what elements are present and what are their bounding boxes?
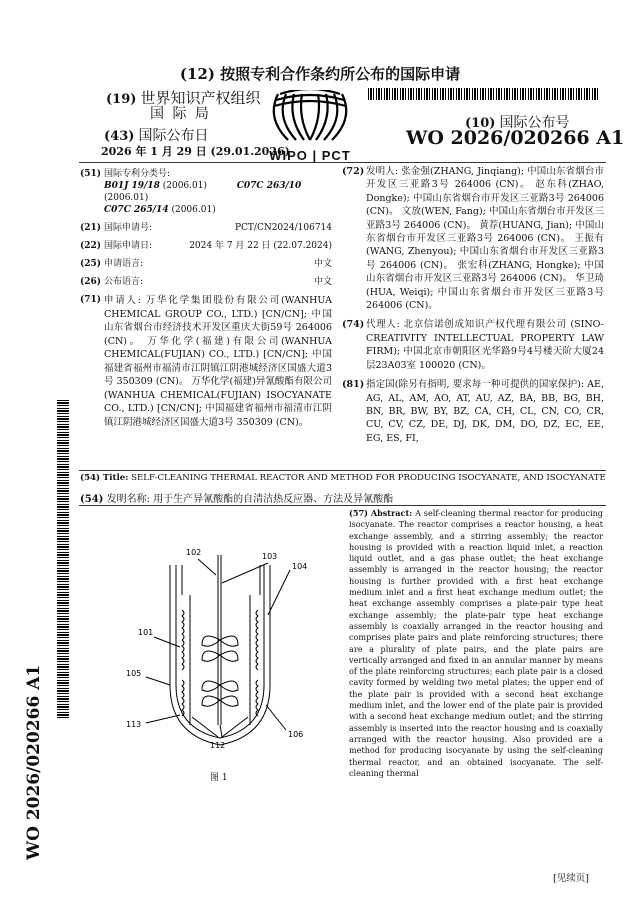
app-date-label: 国际申请日: <box>104 241 153 251</box>
org-subname: 国 际 局 <box>150 106 211 122</box>
applicants-block <box>80 294 332 429</box>
ipc-code: B01J 19/18 <box>104 181 160 191</box>
field-code: (51) <box>80 169 102 179</box>
barcode <box>368 88 600 100</box>
callout-label: 106 <box>288 730 304 739</box>
field-code: (22) <box>80 241 102 251</box>
ipc-label: 国际专利分类号: <box>104 169 171 179</box>
pub-language-label: 公布语言: <box>104 277 144 287</box>
field-code: (72) <box>342 166 365 177</box>
reactor-drawing <box>110 535 340 780</box>
pub-date-label: 国际公布日 <box>138 128 209 144</box>
field-code: (26) <box>80 277 102 287</box>
abstract-block <box>349 508 603 779</box>
document-title: (12) 按照专利合作条约所公布的国际申请 <box>179 65 461 83</box>
agent-text: 代理人: 北京信诺创成知识产权代理有限公司 (SINO-CREATIVITY INTELLECTUAL PROPERTY LAW FIRM); 中国北京市朝阳区光华路9号4号楼天阶大厦24层23A03室 100020 (CN)。 <box>366 319 604 371</box>
wipo-emblem-icon <box>266 90 354 146</box>
app-number-row <box>80 222 332 234</box>
field-code: (43) <box>104 129 135 144</box>
field-code: (57) <box>349 508 368 518</box>
filing-language: 中文 <box>313 259 332 269</box>
right-column <box>342 165 604 445</box>
title-en-row <box>80 473 610 483</box>
callout-label: 112 <box>210 741 226 750</box>
continued-note: [见续页] <box>553 873 589 884</box>
pub-date: 2026 年 1 月 29 日 (29.01.2026) <box>101 145 290 158</box>
callout-label: 101 <box>138 628 154 637</box>
field-code: (71) <box>80 295 102 305</box>
ipc-code: C07C 265/14 <box>104 205 169 215</box>
side-barcode <box>57 398 69 718</box>
callout-label: 113 <box>126 720 142 729</box>
callout-label: 102 <box>186 548 202 557</box>
inventors-block <box>342 165 604 312</box>
side-pub-number: WO 2026/020266 A1 <box>24 664 44 860</box>
pub-language: 中文 <box>313 277 332 287</box>
app-number-label: 国际申请号: <box>104 223 153 233</box>
title-zh-label: 发明名称: <box>106 494 150 505</box>
app-date: 2024 年 7 月 22 日 (22.07.2024) <box>189 241 332 251</box>
divider <box>79 470 606 471</box>
app-date-row <box>80 240 332 252</box>
field-code: (10) <box>465 116 496 131</box>
title-zh: 用于生产异氰酸酯的自清洁热反应器、方法及异氰酸酯 <box>153 494 394 505</box>
abstract-body: A self-cleaning thermal reactor for producing isocyanate. The reactor comprises a reactor housing, a heat exchange assembly, and a stirring assembly; the reactor housing is provided with a reaction liquid inlet, a reaction liquid outlet, and a gas phase outlet; the heat exchange assembly is arranged in the reactor housing; the reactor housing is further provided with a first heat exchange medium inlet and a first heat exchange medium outlet; the heat exchange assembly comprises a plate-pair type heat exchange assembly; the plate-pair type heat exchange assembly is coaxially arranged in the reactor housing and comprises plate pairs and plate reinforcing structures; there are a plurality of plate pairs, and the plate pairs are vertically arranged and fixed in an annular manner by means of the plate reinforcing structures; each plate pair is a closed cavity formed by welding two metal plates; the upper end of the plate pair is provided with a second heat exchange medium inlet, and the lower end of the plate pair is provided with a second heat exchange medium outlet; and the stirring assembly is inserted into the reactor housing and is coaxially arranged with the reactor housing. Also provided are a method for producing isocyanate by using the self-cleaning thermal reactor, and an obtained isocyanate. The self-cleaning thermal <box>349 508 603 778</box>
field-code: (74) <box>342 319 365 331</box>
pub-date-label-row <box>104 125 209 145</box>
field-code: (25) <box>80 259 102 269</box>
field-code: (81) <box>342 379 365 391</box>
applicants-text: 申请人: 万华化学集团股份有限公司(WANHUA CHEMICAL GROUP CO., LTD.) [CN/CN]; 中国山东省烟台市经济技术开发区重庆大街59号 264006 (CN)。 万华化学(福建)有限公司(WANHUA CHEMICAL(FUJIAN) CO., LTD.) [CN/CN]; 中国福建省福州市福清市江阴镇江阴港城经济区国盛大道3号 350309 (CN)。 万华化学(福建)异氰酸酯有限公司(WANHUA CHEMICAL(FUJIAN) ISOCYANATE CO., LTD.) [CN/CN]; 中国福建省福州市福清市江阴镇江阴港城经济区国盛大道3号 350309 (CN)。 <box>104 295 332 428</box>
inventors-text: 发明人: 张金强(ZHANG, Jinqiang); 中国山东省烟台市开发区三亚路3号 264006 (CN)。 赵东科(ZHAO, Dongke); 中国山东省烟台市开发区三亚路3号 264006 (CN)。 文放(WEN, Fang); 中国山东省烟台市开发区三亚路3号 264006 (CN)。 黄荐(HUANG, Jian); 中国山东省烟台市开发区三亚路3号 264006 (CN)。 王振有(WANG, Zhenyou); 中国山东省烟台市开发区三亚路3号 264006 (CN)。 张宏科(ZHANG, Hongke); 中国山东省烟台市开发区三亚路3号 264006 (CN)。 华卫琦(HUA, Weiqi); 中国山东省烟台市开发区三亚路3号 264006 (CN)。 <box>366 166 604 312</box>
designated-states-text: 指定国(除另有指明, 要求每一种可提供的国家保护): AE, AG, AL, AM, AO, AT, AU, AZ, BA, BB, BG, BH, BN, BR, BW, BY, BZ, CA, CH, CL, CN, CO, CR, CU, CV, CZ, DE, DJ, DK, DM, DO, DZ, EC, EE, EG, ES, FI, <box>366 379 604 444</box>
field-code: (54) <box>80 494 104 505</box>
ipc-date: (2006.01) <box>104 193 149 203</box>
ipc-date: (2006.01) <box>171 205 216 215</box>
wipo-pct-text: WIPO | PCT <box>269 148 351 163</box>
callout-label: 104 <box>292 562 308 571</box>
field-code: (19) <box>106 92 137 107</box>
ipc-block <box>80 168 332 216</box>
abstract-text <box>349 508 603 779</box>
title-zh-row <box>80 490 610 505</box>
left-column <box>80 168 332 429</box>
callout-label: 105 <box>126 669 142 678</box>
app-number: PCT/CN2024/106714 <box>234 223 332 233</box>
divider <box>79 505 606 506</box>
divider <box>79 162 606 163</box>
filing-language-label: 申请语言: <box>104 259 144 269</box>
wipo-logo <box>266 90 354 163</box>
ipc-code: C07C 263/10 <box>236 181 302 191</box>
figure-caption: 图 1 <box>210 773 228 783</box>
title-en: SELF-CLEANING THERMAL REACTOR AND METHOD FOR PRODUCING ISOCYANATE, AND ISOCYANATE <box>131 473 606 483</box>
callout-label: 103 <box>262 552 278 561</box>
field-code: (21) <box>80 223 102 233</box>
pub-number: WO 2026/020266 A1 <box>406 127 625 149</box>
filing-language-row <box>80 258 332 270</box>
abstract-label: Abstract: <box>370 508 413 518</box>
org-name: 世界知识产权组织 <box>140 89 261 107</box>
title-en-label: Title: <box>102 473 129 483</box>
ipc-date: (2006.01) <box>162 181 207 191</box>
designated-states-block <box>342 378 604 445</box>
pub-no-label: 国际公布号 <box>499 115 570 131</box>
figure-1 <box>110 535 340 780</box>
pub-language-row <box>80 276 332 288</box>
agent-block <box>342 318 604 372</box>
field-code: (54) <box>80 473 101 483</box>
